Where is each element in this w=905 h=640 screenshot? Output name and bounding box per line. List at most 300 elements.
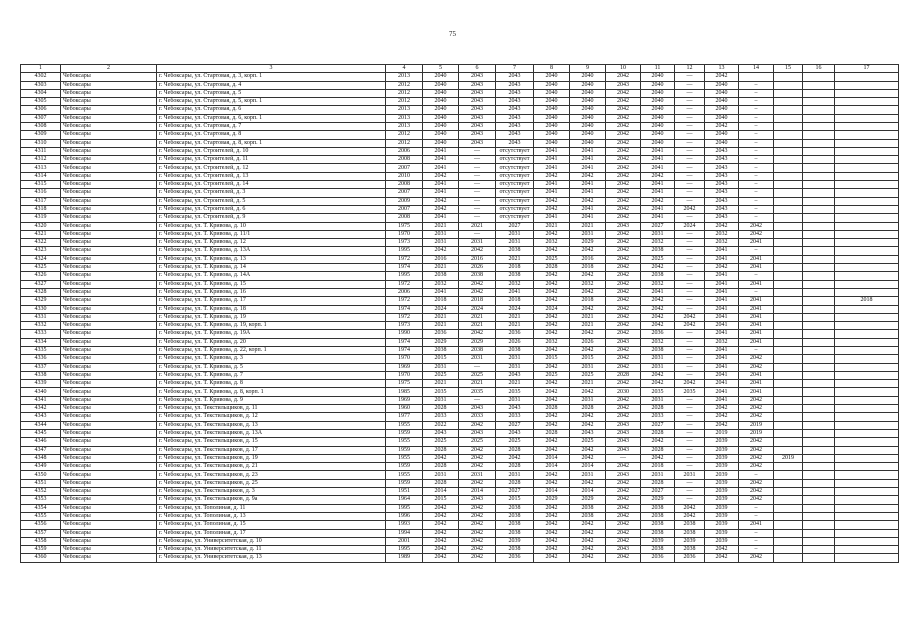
table-cell: 2009 — [386, 197, 423, 205]
table-row — [21, 73, 899, 81]
table-cell: 2042 — [606, 396, 641, 404]
table-cell: – — [739, 98, 774, 106]
table-cell: 2038 — [675, 546, 705, 554]
table-cell: 2042 — [739, 446, 774, 454]
table-row — [21, 537, 899, 545]
table-row — [21, 156, 899, 164]
table-cell: – — [739, 197, 774, 205]
table-cell: – — [739, 114, 774, 122]
table-cell: 2042 — [459, 546, 496, 554]
table-cell: 2041 — [739, 239, 774, 247]
table-cell: г. Чебоксары, ул. Текстильщиков, д. 23 — [157, 471, 386, 479]
table-cell: 2040 — [705, 139, 739, 147]
table-cell — [835, 380, 899, 388]
table-cell — [774, 488, 803, 496]
table-cell: 4347 — [21, 446, 61, 454]
table-cell — [835, 305, 899, 313]
table-cell — [835, 454, 899, 462]
table-cell: – — [739, 189, 774, 197]
table-cell: Чебоксары — [61, 421, 157, 429]
table-cell: 2042 — [534, 471, 570, 479]
table-cell: 2036 — [496, 554, 534, 562]
table-cell — [803, 313, 835, 321]
table-cell: 2025 — [423, 438, 459, 446]
table-cell: 2042 — [570, 388, 606, 396]
table-cell: 2042 — [534, 297, 570, 305]
table-cell — [803, 371, 835, 379]
table-cell: 2042 — [606, 214, 641, 222]
table-cell: 2021 — [534, 222, 570, 230]
table-cell: 2027 — [496, 421, 534, 429]
table-cell: 2040 — [570, 81, 606, 89]
table-cell: 2041 — [423, 156, 459, 164]
table-cell — [835, 81, 899, 89]
table-cell: 2038 — [641, 504, 675, 512]
table-cell: – — [739, 504, 774, 512]
table-cell: 2038 — [423, 347, 459, 355]
table-cell: 2042 — [606, 181, 641, 189]
table-cell: 2042 — [641, 322, 675, 330]
table-cell: г. Чебоксары, ул. Строителей, д. 3 — [157, 189, 386, 197]
table-cell: 2032 — [641, 338, 675, 346]
table-cell: Чебоксары — [61, 172, 157, 180]
table-row — [21, 222, 899, 230]
table-cell: Чебоксары — [61, 313, 157, 321]
table-cell: 4313 — [21, 164, 61, 172]
table-cell: 2042 — [606, 139, 641, 147]
table-cell: – — [739, 164, 774, 172]
table-cell: 2031 — [423, 230, 459, 238]
table-cell: — — [675, 255, 705, 263]
table-cell: 2042 — [739, 230, 774, 238]
table-cell: 2042 — [606, 264, 641, 272]
table-cell: – — [739, 247, 774, 255]
table-cell — [774, 106, 803, 114]
table-cell: 2025 — [459, 438, 496, 446]
table-cell: 2041 — [570, 189, 606, 197]
table-cell: 2043 — [459, 114, 496, 122]
table-cell: 2039 — [496, 537, 534, 545]
table-cell: 2042 — [641, 371, 675, 379]
table-cell: 2041 — [705, 322, 739, 330]
table-cell: 2029 — [570, 496, 606, 504]
table-cell: 2021 — [570, 380, 606, 388]
table-cell: 2040 — [423, 122, 459, 130]
table-cell: Чебоксары — [61, 405, 157, 413]
table-cell: 2019 — [705, 429, 739, 437]
table-cell: 2043 — [496, 98, 534, 106]
table-cell: 2028 — [534, 429, 570, 437]
table-cell — [774, 322, 803, 330]
table-cell: 2038 — [496, 347, 534, 355]
table-cell: 1972 — [386, 255, 423, 263]
table-cell: г. Чебоксары, ул. Т. Кривова, д. 10 — [157, 222, 386, 230]
table-cell: 2042 — [739, 463, 774, 471]
table-cell: 2008 — [386, 181, 423, 189]
table-cell: — — [675, 172, 705, 180]
table-cell: 2042 — [606, 405, 641, 413]
table-row — [21, 554, 899, 562]
table-cell: — — [675, 197, 705, 205]
table-cell: 2041 — [739, 297, 774, 305]
table-cell: Чебоксары — [61, 197, 157, 205]
table-cell: 4340 — [21, 388, 61, 396]
table-cell: 4354 — [21, 504, 61, 512]
table-cell: г. Чебоксары, ул. Т. Кривова, д. 22, корп. 1 — [157, 347, 386, 355]
table-cell — [774, 355, 803, 363]
table-cell: 2039 — [705, 479, 739, 487]
table-cell: 2042 — [606, 496, 641, 504]
table-cell: Чебоксары — [61, 114, 157, 122]
table-cell — [835, 529, 899, 537]
table-cell: г. Чебоксары, ул. Стартовая, д. 3, корп. 1 — [157, 73, 386, 81]
table-row — [21, 98, 899, 106]
table-cell: 2038 — [423, 272, 459, 280]
table-row — [21, 496, 899, 504]
table-cell: 1969 — [386, 396, 423, 404]
table-cell: г. Чебоксары, ул. Т. Кривова, д. 13А — [157, 247, 386, 255]
table-cell: 2028 — [606, 371, 641, 379]
table-cell: 2043 — [705, 164, 739, 172]
table-cell: 4310 — [21, 139, 61, 147]
table-cell: 1955 — [386, 438, 423, 446]
table-row — [21, 305, 899, 313]
table-cell: 2041 — [423, 147, 459, 155]
table-cell: – — [739, 181, 774, 189]
table-cell: 2025 — [641, 255, 675, 263]
table-cell — [774, 114, 803, 122]
table-body — [21, 65, 899, 563]
table-cell: 2025 — [534, 371, 570, 379]
table-cell — [835, 504, 899, 512]
table-cell: отсутствует — [496, 156, 534, 164]
table-cell — [803, 205, 835, 213]
table-cell: 2008 — [386, 156, 423, 164]
table-cell: 2040 — [641, 131, 675, 139]
table-cell — [774, 338, 803, 346]
table-cell: Чебоксары — [61, 255, 157, 263]
table-cell: 2042 — [675, 512, 705, 520]
table-cell — [835, 106, 899, 114]
table-cell: — — [675, 438, 705, 446]
table-cell: Чебоксары — [61, 512, 157, 520]
table-cell: 2041 — [641, 181, 675, 189]
table-cell: 2042 — [606, 313, 641, 321]
table-cell: 1955 — [386, 454, 423, 462]
table-cell: г. Чебоксары, ул. Т. Кривова, д. 19 — [157, 313, 386, 321]
table-cell — [774, 546, 803, 554]
table-cell: 2043 — [459, 122, 496, 130]
table-cell — [803, 247, 835, 255]
table-cell: 2036 — [496, 330, 534, 338]
table-cell: 2031 — [423, 363, 459, 371]
table-cell: г. Чебоксары, ул. Строителей, д. 12 — [157, 164, 386, 172]
table-cell: 2042 — [641, 438, 675, 446]
table-cell: г. Чебоксары, ул. Т. Кривова, д. 15 — [157, 280, 386, 288]
table-cell: 4339 — [21, 380, 61, 388]
table-cell: 1995 — [386, 504, 423, 512]
table-cell: 4356 — [21, 521, 61, 529]
table-cell: г. Чебоксары, ул. Университетская, д. 13 — [157, 554, 386, 562]
table-cell — [774, 98, 803, 106]
table-cell: 2040 — [705, 89, 739, 97]
table-cell: 2042 — [459, 421, 496, 429]
table-cell — [774, 172, 803, 180]
table-cell: г. Чебоксары, ул. Т. Кривова, д. 5 — [157, 363, 386, 371]
table-cell: 2041 — [496, 288, 534, 296]
table-cell — [835, 471, 899, 479]
table-cell: г. Чебоксары, ул. Т. Кривова, д. 8, корп. 1 — [157, 388, 386, 396]
table-cell: 2018 — [423, 297, 459, 305]
table-cell — [803, 355, 835, 363]
table-cell: 2012 — [386, 89, 423, 97]
table-cell: 4342 — [21, 405, 61, 413]
table-cell: 2036 — [423, 330, 459, 338]
table-cell: 4334 — [21, 338, 61, 346]
table-cell: Чебоксары — [61, 139, 157, 147]
table-cell: 2018 — [459, 297, 496, 305]
table-cell: г. Чебоксары, ул. Т. Кривова, д. 7 — [157, 371, 386, 379]
column-number-cell: 1 — [21, 65, 61, 73]
table-cell: 4328 — [21, 288, 61, 296]
table-cell — [803, 363, 835, 371]
table-cell: – — [739, 89, 774, 97]
table-cell: г. Чебоксары, ул. Т. Кривова, д. 19А — [157, 330, 386, 338]
table-cell: 2036 — [641, 330, 675, 338]
table-cell: 2042 — [606, 114, 641, 122]
table-row — [21, 347, 899, 355]
table-cell — [803, 222, 835, 230]
table-cell — [774, 496, 803, 504]
table-cell: 2007 — [386, 205, 423, 213]
table-cell: Чебоксары — [61, 463, 157, 471]
table-cell — [803, 512, 835, 520]
table-cell: 2007 — [386, 189, 423, 197]
table-cell: 2040 — [534, 106, 570, 114]
table-cell — [774, 89, 803, 97]
table-cell: 2043 — [459, 106, 496, 114]
table-cell: 2042 — [534, 446, 570, 454]
table-cell: г. Чебоксары, ул. Тополиная, д. 17 — [157, 529, 386, 537]
table-cell: 2043 — [570, 429, 606, 437]
table-cell — [739, 73, 774, 81]
table-cell: 2042 — [423, 247, 459, 255]
table-cell: 2040 — [570, 139, 606, 147]
table-cell: 2042 — [459, 463, 496, 471]
table-cell: г. Чебоксары, ул. Стартовая, д. 8 — [157, 131, 386, 139]
table-cell: 2040 — [705, 106, 739, 114]
table-cell: 2042 — [534, 388, 570, 396]
table-cell: 2042 — [705, 546, 739, 554]
table-cell: 2043 — [496, 371, 534, 379]
table-cell: 2041 — [534, 214, 570, 222]
table-cell: г. Чебоксары, ул. Т. Кривова, д. 18 — [157, 305, 386, 313]
table-row — [21, 139, 899, 147]
table-cell: 2041 — [705, 313, 739, 321]
column-number-cell: 11 — [641, 65, 675, 73]
table-cell: 1970 — [386, 371, 423, 379]
table-cell: 2041 — [641, 205, 675, 213]
table-cell: 1959 — [386, 429, 423, 437]
table-cell: г. Чебоксары, ул. Т. Кривова, д. 3 — [157, 355, 386, 363]
table-cell: 2021 — [496, 255, 534, 263]
table-cell: – — [739, 139, 774, 147]
table-cell: 2021 — [459, 322, 496, 330]
table-cell: 2042 — [570, 172, 606, 180]
table-cell: 2042 — [606, 363, 641, 371]
table-cell: 2038 — [496, 272, 534, 280]
table-cell — [803, 189, 835, 197]
table-cell: 2039 — [675, 537, 705, 545]
table-cell: — — [675, 363, 705, 371]
table-cell: — — [606, 454, 641, 462]
table-cell: 2042 — [570, 479, 606, 487]
table-cell: 4306 — [21, 106, 61, 114]
table-cell — [774, 512, 803, 520]
table-cell — [835, 189, 899, 197]
table-row — [21, 313, 899, 321]
table-cell — [803, 272, 835, 280]
table-cell — [835, 546, 899, 554]
table-cell: 2035 — [459, 388, 496, 396]
table-cell: 2043 — [459, 131, 496, 139]
table-cell: Чебоксары — [61, 488, 157, 496]
table-cell: 2042 — [705, 73, 739, 81]
table-cell — [774, 81, 803, 89]
table-cell — [803, 405, 835, 413]
table-cell: 2042 — [705, 122, 739, 130]
table-cell: 2042 — [641, 305, 675, 313]
table-cell: 2038 — [496, 521, 534, 529]
table-cell: 2042 — [606, 189, 641, 197]
table-cell: 2041 — [534, 147, 570, 155]
column-number-cell: 14 — [739, 65, 774, 73]
table-cell: 2043 — [606, 471, 641, 479]
table-cell: 1969 — [386, 363, 423, 371]
table-cell: — — [675, 89, 705, 97]
table-cell: 2041 — [705, 388, 739, 396]
table-cell: 2012 — [386, 98, 423, 106]
table-cell: Чебоксары — [61, 471, 157, 479]
column-number-cell: 5 — [423, 65, 459, 73]
table-cell: 2042 — [570, 330, 606, 338]
table-cell: — — [675, 405, 705, 413]
table-cell: 2043 — [459, 139, 496, 147]
table-cell — [803, 537, 835, 545]
table-cell: – — [739, 529, 774, 537]
table-cell: 2041 — [705, 355, 739, 363]
table-cell: 2041 — [705, 363, 739, 371]
table-cell — [803, 338, 835, 346]
table-cell: 2014 — [534, 454, 570, 462]
table-cell — [803, 504, 835, 512]
table-cell: г. Чебоксары, ул. Текстильщиков, д. 25 — [157, 479, 386, 487]
table-cell — [835, 322, 899, 330]
table-cell: 2040 — [534, 122, 570, 130]
table-cell: 2042 — [606, 380, 641, 388]
table-cell — [774, 529, 803, 537]
table-cell — [803, 131, 835, 139]
table-cell — [774, 347, 803, 355]
table-row — [21, 288, 899, 296]
table-cell: 2043 — [496, 89, 534, 97]
table-cell: 2042 — [534, 554, 570, 562]
table-cell: 2042 — [459, 537, 496, 545]
table-cell: 2039 — [705, 504, 739, 512]
table-cell: 2042 — [534, 288, 570, 296]
table-cell: 2042 — [534, 322, 570, 330]
table-cell — [835, 338, 899, 346]
table-cell: 2041 — [534, 156, 570, 164]
table-cell: 2021 — [459, 222, 496, 230]
table-cell: – — [739, 122, 774, 130]
table-cell — [803, 98, 835, 106]
table-cell — [774, 272, 803, 280]
table-cell: 2042 — [606, 355, 641, 363]
table-cell: 2042 — [606, 512, 641, 520]
column-number-cell: 16 — [803, 65, 835, 73]
table-cell: Чебоксары — [61, 554, 157, 562]
table-cell: — — [459, 205, 496, 213]
table-cell: 2039 — [705, 488, 739, 496]
table-cell: 2042 — [606, 197, 641, 205]
table-cell: — — [675, 421, 705, 429]
table-cell: Чебоксары — [61, 189, 157, 197]
table-cell — [835, 355, 899, 363]
table-row — [21, 488, 899, 496]
table-cell: г. Чебоксары, ул. Т. Кривова, д. 8 — [157, 380, 386, 388]
table-cell: 2042 — [570, 413, 606, 421]
table-cell: 2041 — [423, 214, 459, 222]
table-cell: — — [459, 172, 496, 180]
table-cell — [803, 106, 835, 114]
table-cell: — — [675, 338, 705, 346]
table-cell — [803, 147, 835, 155]
table-cell: 4330 — [21, 305, 61, 313]
table-cell — [803, 488, 835, 496]
table-cell: 2040 — [705, 81, 739, 89]
table-cell: – — [739, 537, 774, 545]
page-number: 75 — [449, 30, 456, 38]
table-cell: 4357 — [21, 529, 61, 537]
table-cell: г. Чебоксары, ул. Т. Кривова, д. 9 — [157, 396, 386, 404]
table-cell: 2042 — [675, 313, 705, 321]
table-cell: — — [675, 147, 705, 155]
table-cell: 2042 — [739, 413, 774, 421]
table-cell: 2032 — [705, 338, 739, 346]
table-cell: 2013 — [386, 106, 423, 114]
table-cell: 2025 — [570, 438, 606, 446]
table-cell: 2006 — [386, 147, 423, 155]
table-cell — [835, 197, 899, 205]
table-cell: 2042 — [459, 454, 496, 462]
table-cell: 2041 — [570, 214, 606, 222]
table-cell — [803, 264, 835, 272]
table-cell: 2042 — [534, 529, 570, 537]
table-cell: 2015 — [423, 355, 459, 363]
table-cell: Чебоксары — [61, 247, 157, 255]
table-cell: 2031 — [641, 396, 675, 404]
table-cell: 2014 — [570, 463, 606, 471]
table-row — [21, 454, 899, 462]
table-cell: 2040 — [534, 98, 570, 106]
table-cell: г. Чебоксары, ул. Университетская, д. 11 — [157, 546, 386, 554]
table-cell — [803, 139, 835, 147]
table-cell: 2042 — [606, 239, 641, 247]
table-cell: 2042 — [606, 272, 641, 280]
table-row — [21, 446, 899, 454]
table-cell: 2043 — [705, 214, 739, 222]
